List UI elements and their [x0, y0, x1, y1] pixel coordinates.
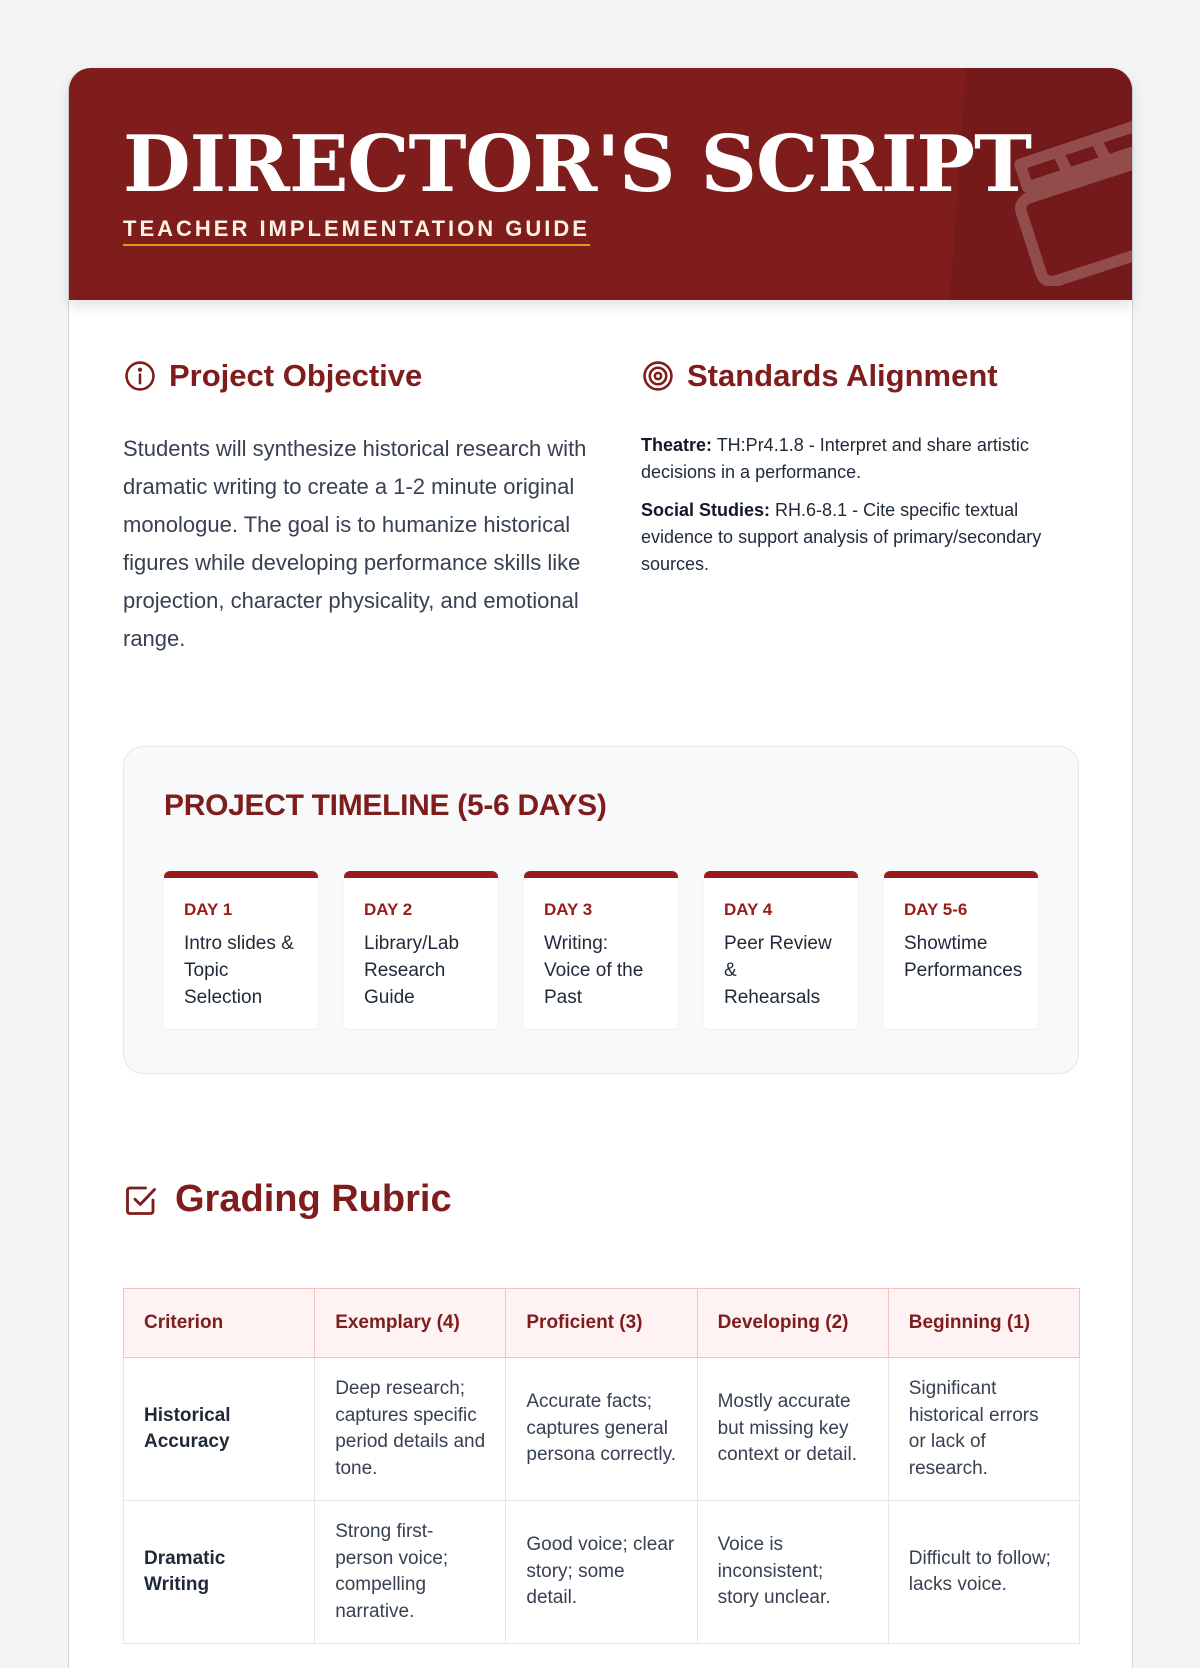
- criterion-cell: Historical Accuracy: [124, 1358, 315, 1501]
- rubric-cell: Mostly accurate but missing key context or detail.: [697, 1358, 888, 1501]
- rubric-cell: Deep research; captures specific period details and tone.: [315, 1358, 506, 1501]
- day-activity: Showtime Performances: [904, 933, 1023, 981]
- standards-heading: [641, 358, 1091, 394]
- day-label: DAY 3: [544, 900, 593, 919]
- timeline-day-card: [344, 871, 498, 1029]
- rubric-table: [123, 1288, 1080, 1644]
- rubric-cell: Difficult to follow; lacks voice.: [888, 1501, 1079, 1644]
- timeline-day-card: [164, 871, 318, 1029]
- rubric-heading-text: Grading Rubric: [175, 1178, 452, 1220]
- criterion-cell: Dramatic Writing: [124, 1501, 315, 1644]
- target-icon: [641, 359, 675, 393]
- day-activity: Library/Lab Research Guide: [364, 933, 460, 1008]
- day-label: DAY 4: [724, 900, 773, 919]
- page-title: DIRECTOR'S SCRIPT: [123, 119, 1032, 210]
- timeline-day-card: [884, 871, 1038, 1029]
- table-row: [124, 1501, 1080, 1644]
- day-label: DAY 2: [364, 900, 413, 919]
- rubric-cell: Accurate facts; captures general persona correctly.: [506, 1358, 697, 1501]
- day-activity: Peer Review & Rehearsals: [724, 933, 832, 1008]
- timeline-title: PROJECT TIMELINE (5-6 DAYS): [164, 789, 607, 822]
- rubric-cell: Voice is inconsistent; story unclear.: [697, 1501, 888, 1644]
- table-row: [124, 1358, 1080, 1501]
- rubric-header-row: [124, 1289, 1080, 1358]
- column-header: Developing (2): [697, 1289, 888, 1358]
- rubric-cell: Strong first-person voice; compelling narrative.: [315, 1501, 506, 1644]
- rubric-cell: Significant historical errors or lack of research.: [888, 1358, 1079, 1501]
- checkbox-icon: [123, 1182, 159, 1218]
- timeline-day-card: [524, 871, 678, 1029]
- day-activity: Intro slides & Topic Selection: [184, 933, 294, 1008]
- standard-label: Theatre:: [641, 435, 713, 455]
- column-header: Beginning (1): [888, 1289, 1079, 1358]
- rubric-heading: [123, 1178, 452, 1221]
- standard-social-studies: [641, 497, 1091, 578]
- guide-page: [68, 68, 1133, 1668]
- page-subtitle: TEACHER IMPLEMENTATION GUIDE: [123, 216, 590, 246]
- day-activity: Writing: Voice of the Past: [544, 933, 644, 1008]
- standard-label: Social Studies:: [641, 500, 771, 520]
- timeline-day-card: [704, 871, 858, 1029]
- standards-section: [641, 358, 1091, 578]
- rubric-section: [123, 1178, 452, 1221]
- timeline-days: [164, 871, 1038, 1029]
- header-banner: [69, 68, 1132, 300]
- day-label: DAY 5-6: [904, 900, 968, 919]
- standards-list: [641, 432, 1091, 578]
- info-icon: [123, 359, 157, 393]
- standards-heading-text: Standards Alignment: [687, 358, 998, 393]
- column-header: Exemplary (4): [315, 1289, 506, 1358]
- standard-text: RH.6-8.1 - Cite specific textual evidence to support analysis of primary/secondary sources.: [641, 500, 1042, 574]
- column-header: Proficient (3): [506, 1289, 697, 1358]
- objective-heading-text: Project Objective: [169, 358, 423, 393]
- column-header: Criterion: [124, 1289, 315, 1358]
- objective-heading: [123, 358, 593, 394]
- rubric-cell: Good voice; clear story; some detail.: [506, 1501, 697, 1644]
- objective-section: [123, 358, 593, 658]
- standard-theatre: [641, 432, 1091, 486]
- day-label: DAY 1: [184, 900, 233, 919]
- standard-text: TH:Pr4.1.8 - Interpret and share artistic decisions in a performance.: [641, 435, 1029, 482]
- timeline-panel: [123, 746, 1079, 1074]
- objective-text: Students will synthesize historical research with dramatic writing to create a 1-2 minute original monologue. The goal is to humanize historical figures while developing performance skills like projection, character physicality, and emotional range.: [123, 436, 587, 651]
